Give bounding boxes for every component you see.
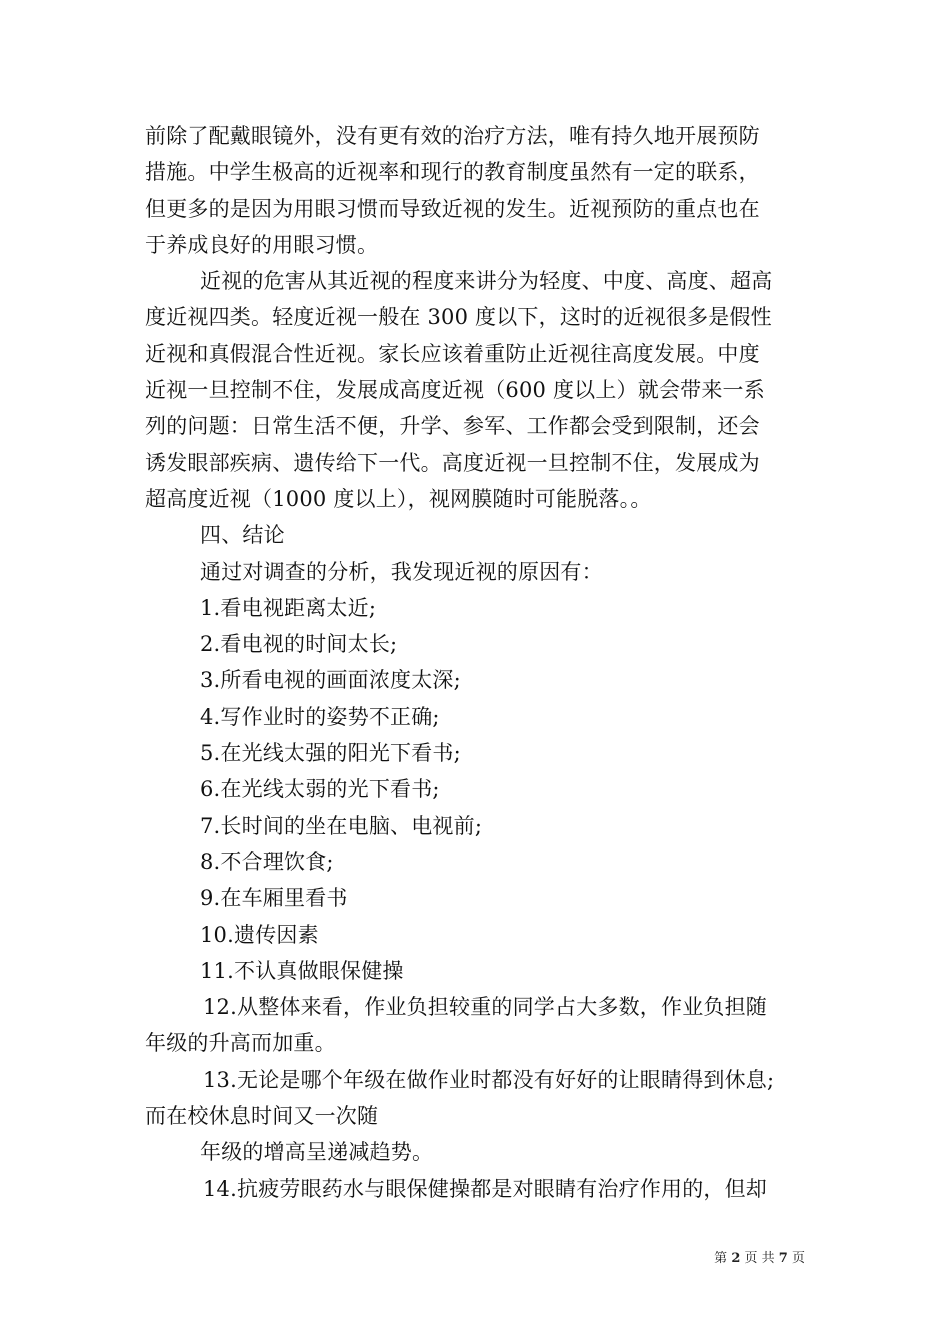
text-line: 诱发眼部疾病、遗传给下一代。高度近视一旦控制不住，发展成为	[145, 450, 760, 475]
text-line: 年级的增高呈递减趋势。	[200, 1140, 434, 1165]
list-item: 6.在光线太弱的光下看书;	[200, 777, 440, 802]
text-line: 通过对调查的分析，我发现近视的原因有：	[200, 559, 603, 584]
text-line: 而在校休息时间又一次随	[145, 1104, 379, 1129]
list-item: 10.遗传因素	[200, 922, 319, 947]
list-item: 9.在车厢里看书	[200, 886, 348, 911]
footer-middle: 页 共	[744, 1251, 775, 1266]
footer-suffix: 页	[791, 1251, 805, 1266]
text-line: 措施。中学生极高的近视率和现行的教育制度虽然有一定的联系，	[145, 160, 760, 185]
list-item: 3.所看电视的画面浓度太深;	[200, 668, 461, 693]
list-item: 1.看电视距离太近;	[200, 595, 377, 620]
list-item: 11.不认真做眼保健操	[200, 958, 404, 983]
text-line: 近视的危害从其近视的程度来讲分为轻度、中度、高度、超高	[200, 269, 773, 294]
list-item: 7.长时间的坐在电脑、电视前;	[200, 813, 483, 838]
list-item: 2.看电视的时间太长;	[200, 632, 398, 657]
body-text	[145, 118, 813, 1207]
list-item: 13.无论是哪个年级在做作业时都没有好好的让眼睛得到休息;	[203, 1067, 775, 1092]
list-item: 12.从整体来看，作业负担较重的同学占大多数，作业负担随	[203, 995, 767, 1020]
page-footer	[714, 1247, 805, 1266]
text-line: 前除了配戴眼镜外，没有更有效的治疗方法，唯有持久地开展预防	[145, 124, 760, 148]
text-line: 近视和真假混合性近视。家长应该着重防止近视往高度发展。中度	[145, 341, 760, 366]
text-line: 列的问题：日常生活不便，升学、参军、工作都会受到限制，还会	[145, 414, 760, 439]
text-line: 度近视四类。轻度近视一般在 300 度以下，这时的近视很多是假性	[145, 305, 772, 330]
list-item: 14.抗疲劳眼药水与眼保健操都是对眼睛有治疗作用的，但却	[203, 1176, 767, 1201]
list-item: 8.不合理饮食;	[200, 849, 334, 874]
list-item: 5.在光线太强的阳光下看书;	[200, 741, 461, 766]
text-line: 但更多的是因为用眼习惯而导致近视的发生。近视预防的重点也在	[145, 196, 760, 221]
footer-total-pages: 7	[778, 1251, 788, 1266]
text-line: 近视一旦控制不住，发展成高度近视（600 度以上）就会带来一系	[145, 378, 765, 403]
list-item: 4.写作业时的姿势不正确;	[200, 704, 440, 729]
footer-prefix: 第	[714, 1251, 728, 1266]
text-line: 超高度近视（1000 度以上），视网膜随时可能脱落。。	[145, 486, 652, 511]
footer-page-number: 2	[731, 1251, 741, 1266]
text-line: 年级的升高而加重。	[145, 1031, 336, 1056]
section-heading: 四、结论	[200, 523, 285, 548]
text-line: 于养成良好的用眼习惯。	[145, 232, 379, 257]
